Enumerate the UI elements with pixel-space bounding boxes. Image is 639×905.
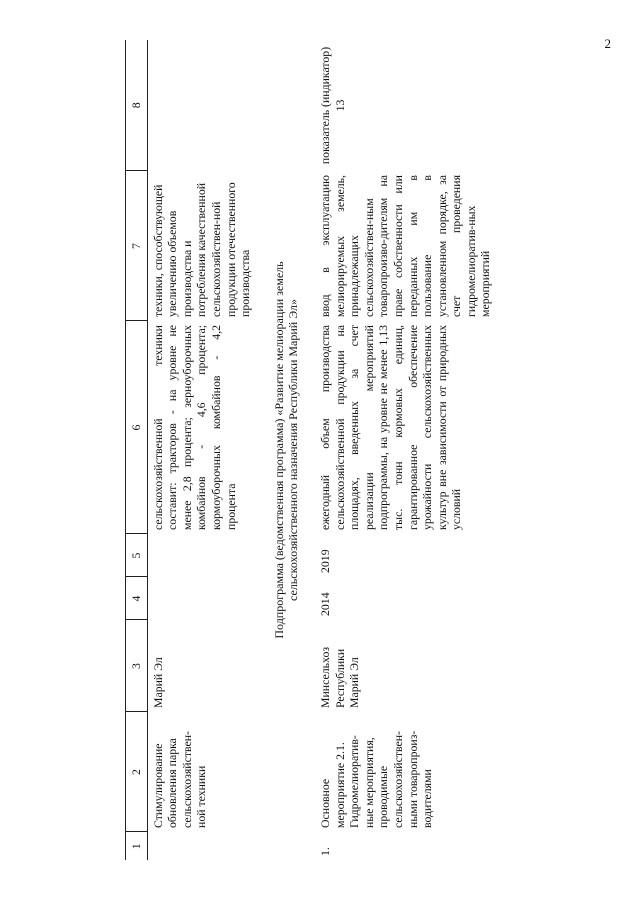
measure-content-cell: ввод в эксплуатацию мелиорируемых земель, принадлежащих сельскохозяйствен-ным товаропроизво-дителям на праве собственности или переданных им в пользование в установленном порядке, за счет проведения гидромелиоратив-ных мероприятий [317,175,493,317]
page-number: 2 [604,36,611,51]
measure-name-cell: Стимулирование обновления парка сельскохозяйствен-ной техники [150,731,209,828]
header-cell: 7 [126,171,148,321]
header-cell: 8 [126,40,148,171]
start-year-cell [147,577,256,620]
row-number-cell [147,832,256,860]
end-year-cell [147,534,256,577]
header-cell: 6 [126,321,148,534]
header-cell: 1 [129,843,143,850]
subprogram-title-line: Подпрограмма (ведомственная программа) «Развитие мелиорации земель [271,261,286,639]
expected-result-cell: сельскохозяйственной техники составит: тракторов - на уровне не менее 2,8 процента; зерноуборочных комбайнов - 4,6 процента; кормоуборочных комбайнов - 4,2 процента [150,325,238,530]
header-cell: 3 [126,620,148,712]
end-year-cell: 2019 [317,549,332,573]
indicator-link-cell: показатель (индикатор) 13 [317,46,347,165]
executor-cell: Минсельхоз Республики Марий Эл [317,646,362,708]
row-number-cell: 1. [317,847,332,856]
subprogram-heading [256,40,315,860]
executor-cell: Марий Эл [150,657,165,708]
measure-content-cell: техники, способствующей увеличению объемов производства и потребления качественной сельскохозяйствен-ной продукции отечественного производства [150,182,253,317]
subprogram-title-line: сельскохозяйственного назначения Республики Марий Эл» [286,299,301,601]
table-header-row [126,40,148,860]
expected-result-cell: ежегодный объем производства сельскохозяйственной продукции на площадях, введенных за счет реализации мероприятий подпрограммы, на уровне не менее 1,13 тыс. тонн кормовых единиц, гарантированное обеспечение урожайности сельскохозяйственных культур вне зависимости от природных условий [317,325,464,530]
header-cell: 2 [126,712,148,832]
subprogram-heading-row [256,40,315,860]
table-row [147,40,256,860]
start-year-cell: 2014 [317,592,332,616]
header-cell: 5 [126,534,148,577]
indicator-link-cell [147,40,256,171]
table-row [315,40,496,860]
program-table [125,40,496,860]
header-cell: 4 [126,577,148,620]
rotated-table-content [125,40,610,860]
measure-name-cell: Основное мероприятие 2.1. Гидромелиоратив-ные мероприятия, проводимые сельскохозяйствен-ными товаропроиз-водителями [317,730,435,828]
